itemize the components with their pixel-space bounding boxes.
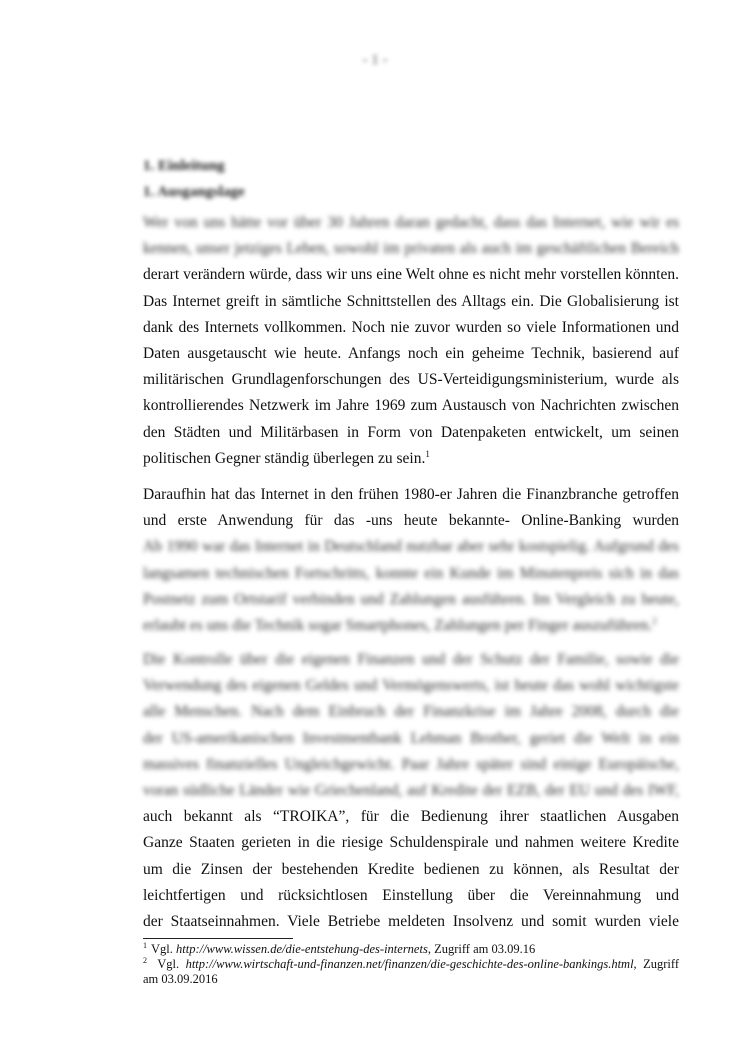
text-line: Daten ausgetauscht wie heute. Anfangs noch ein geheime Technik, basierend auf [143, 344, 679, 362]
blurred-text-line: Ab 1990 war das Internet in Deutschland nutzbar aber sehr kostspielig. Aufgrund des [143, 538, 679, 556]
blurred-text-line: kennen, unser jetziges Leben, sowohl im privaten als auch im geschäftlichen Bereich [143, 240, 679, 258]
text-line: Das Internet greift in sämtliche Schnittstellen des Alltags ein. Die Globalisierung ist [143, 292, 679, 310]
blurred-text-line: voran südliche Länder wie Griechenland, auf Kredite der EZB, der EU und des IWF, [143, 781, 679, 799]
footnote-1 [143, 942, 679, 957]
paragraph-2 [143, 482, 679, 639]
footnote-2 [143, 957, 679, 972]
blurred-text-line: der US-amerikanischen Investmentbank Lehman Brother, geriet die Welt in ein [143, 729, 679, 747]
blurred-text-line: Postnetz zum Ortstarif verbinden und Zahlungen ausführen. Im Vergleich zu heute, [143, 590, 679, 608]
text-line: Daraufhin hat das Internet in den frühen 1980-er Jahren die Finanzbranche getroffen [143, 486, 679, 503]
footnotes [143, 942, 679, 987]
footnote-link[interactable]: http://www.wissen.de/die-entstehung-des-internets [176, 942, 428, 956]
text-line: militärischen Grundlagenforschungen des US-Verteidigungsministerium, wurde als [143, 371, 679, 389]
text-line: auch bekannt als “TROIKA”, für die Bedienung ihrer staatlichen Ausgaben [143, 808, 679, 826]
footnote-suffix: , Zugriff [633, 957, 680, 971]
blurred-text-line: langsamen technischen Fortschritts, konnte ein Kunde im Minutenpreis sich in das [143, 564, 679, 582]
footnote-separator [143, 938, 293, 939]
footnote-number: 2 [143, 955, 147, 965]
text-line-last [143, 446, 679, 472]
footnote-number: 1 [143, 940, 147, 950]
text-line: Ganze Staaten gerieten in die riesige Schuldenspirale und nahmen weitere Kredite [143, 834, 679, 852]
paragraph-1 [143, 210, 679, 472]
text-line: derart verändern würde, dass wir uns eine Welt ohne es nicht mehr vorstellen könnten. [143, 266, 679, 284]
blurred-text-line: erlaubt es uns die Technik sogar Smartphones, Zahlungen per Finger auszuführen. [143, 616, 653, 634]
footnote-prefix: Vgl. [151, 942, 173, 956]
text-line: der Staatseinnahmen. Viele Betriebe meldeten Insolvenz und somit wurden viele [143, 912, 679, 930]
section-heading: 1. Ausgangslage [143, 184, 245, 200]
footnote-reference: 2 [652, 615, 657, 626]
blurred-text-line: Wer von uns hätte vor über 30 Jahren daran gedacht, dass das Internet, wie wir es [143, 214, 679, 231]
text-line: politischen Gegner ständig überlegen zu sein. [143, 449, 426, 467]
footnote-reference: 1 [425, 448, 430, 459]
text-line: den Städten und Militärbasen in Form von Datenpaketen entwickelt, um seinen [143, 423, 679, 441]
text-line: um die Zinsen der bestehenden Kredite bedienen zu können, als Resultat der [143, 860, 679, 878]
blurred-text-line: massives finanzielles Ungleichgewicht. Paar Jahre später sind einige Europäische, [143, 755, 679, 773]
text-line: dank des Internets vollkommen. Noch nie zuvor wurden so viele Informationen und [143, 318, 679, 336]
page-number: - 1 - [362, 52, 388, 68]
text-line: leichtfertigen und rücksichtlosen Einstellung über die Vereinnahmung und [143, 886, 679, 904]
chapter-heading: 1. Einleitung [143, 158, 225, 174]
footnote-2-continuation: am 03.09.2016 [143, 972, 218, 986]
blurred-text-line: alle Menschen. Nach dem Einbruch der Finanzkrise im Jahre 2008, durch die [143, 703, 679, 721]
footnote-link[interactable]: http://www.wirtschaft-und-finanzen.net/finanzen/die-geschichte-des-online-bankings.html [185, 957, 634, 971]
footnote-prefix: Vgl. [157, 957, 180, 971]
footnote-suffix: , Zugriff am 03.09.16 [427, 942, 536, 956]
blurred-text-line: Die Kontrolle über die eigenen Finanzen und der Schutz der Familie, sowie die [143, 651, 679, 668]
text-line: und erste Anwendung für das -uns heute bekannte- Online-Banking wurden [143, 512, 679, 530]
paragraph-3 [143, 647, 679, 935]
blurred-text-line: Verwendung des eigenen Geldes und Vermögenswerts, ist heute das wohl wichtigste [143, 677, 679, 695]
text-line: kontrollierendes Netzwerk im Jahre 1969 zum Austausch von Nachrichten zwischen [143, 397, 679, 415]
blurred-text-line-last [143, 613, 679, 639]
